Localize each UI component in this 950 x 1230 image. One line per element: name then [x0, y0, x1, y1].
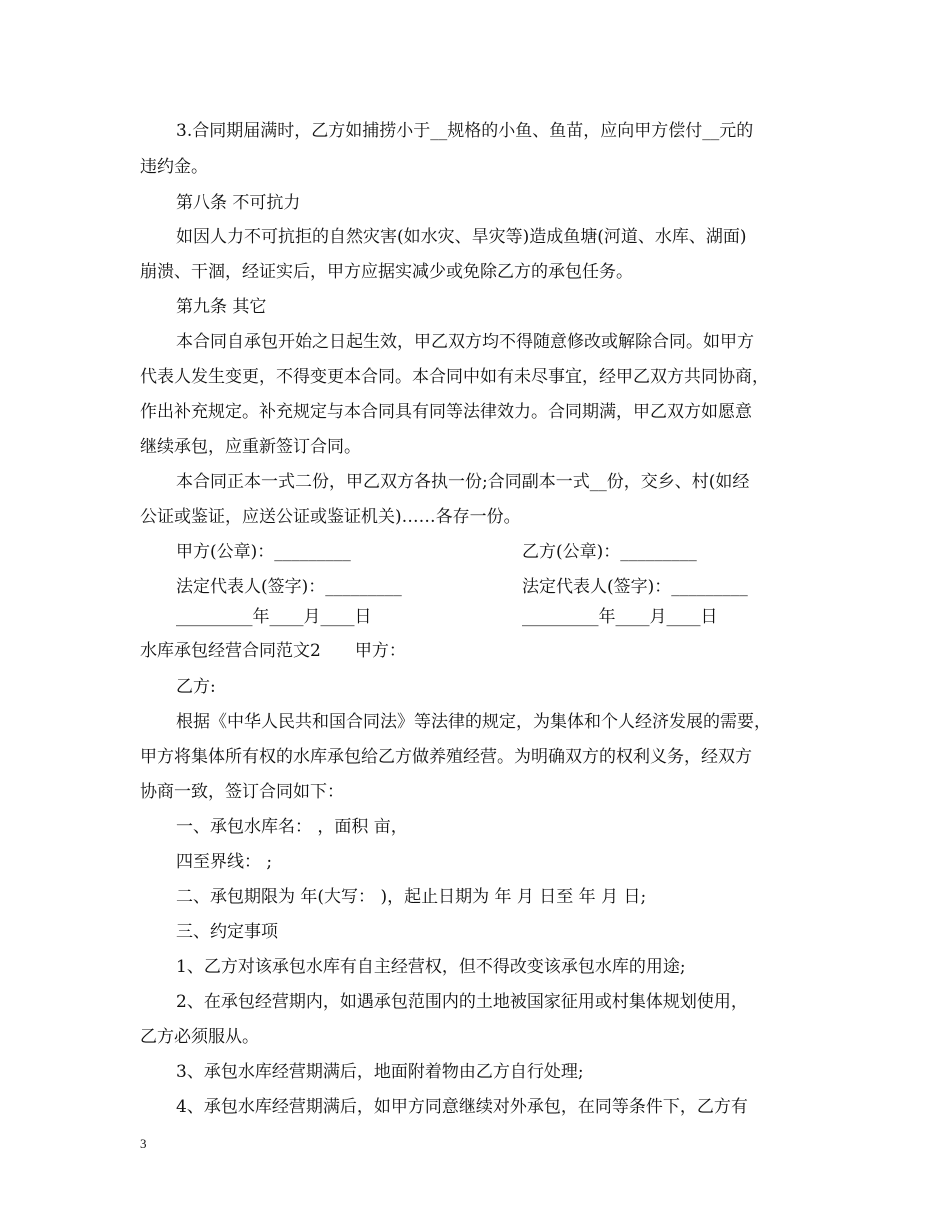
paragraph-line: 3.合同期届满时，乙方如捕捞小于__规格的小鱼、鱼苗，应向甲方偿付__元的 [176, 121, 754, 141]
party-b-date: _________年____月____日 [522, 607, 718, 627]
page-number: 3 [140, 1136, 147, 1151]
clause-line: 二、承包期限为 年(大写： )，起止日期为 年 月 日至 年 月 日; [176, 887, 647, 907]
party-a-seal: 甲方(公章)：_________ [176, 542, 351, 562]
paragraph-line: 崩溃、干涸，经证实后，甲方应据实减少或免除乙方的承包任务。 [140, 262, 633, 282]
contract-2-title: 水库承包经营合同范文2 甲方： [140, 641, 406, 661]
party-b-label: 乙方: [176, 677, 216, 697]
party-a-date: _________年____月____日 [176, 607, 372, 627]
paragraph-line: 本合同正本一式二份，甲乙双方各执一份;合同副本一式__份，交乡、村(如经 [176, 472, 750, 492]
article-9-title: 第九条 其它 [176, 297, 267, 317]
paragraph-line: 公证或鉴证，应送公证或鉴证机关)……各存一份。 [140, 507, 521, 527]
paragraph-line: 如因人力不可抗拒的自然灾害(如水灾、旱灾等)造成鱼塘(河道、水库、湖面) [176, 227, 747, 247]
article-8-title: 第八条 不可抗力 [176, 193, 301, 213]
party-a-representative: 法定代表人(签字)：_________ [176, 577, 402, 597]
paragraph-line: 违约金。 [140, 157, 208, 177]
party-b-representative: 法定代表人(签字)：_________ [522, 577, 748, 597]
clause-line: 四至界线： ; [176, 852, 273, 872]
paragraph-line: 根据《中华人民共和国合同法》等法律的规定，为集体和个人经济发展的需要， [176, 712, 771, 732]
paragraph-line: 甲方将集体所有权的水库承包给乙方做养殖经营。为明确双方的权利义务，经双方 [140, 747, 752, 767]
clause-line: 1、乙方对该承包水库有自主经营权，但不得改变该承包水库的用途; [176, 957, 686, 977]
clause-line: 乙方必须服从。 [140, 1027, 259, 1047]
paragraph-line: 继续承包，应重新签订合同。 [140, 437, 361, 457]
clause-line: 4、承包水库经营期满后，如甲方同意继续对外承包，在同等条件下，乙方有 [176, 1097, 748, 1117]
party-b-seal: 乙方(公章)：_________ [522, 542, 697, 562]
clause-line: 一、承包水库名： ，面积 亩， [176, 817, 408, 837]
paragraph-line: 作出补充规定。补充规定与本合同具有同等法律效力。合同期满，甲乙双方如愿意 [140, 402, 752, 422]
paragraph-line: 代表人发生变更，不得变更本合同。本合同中如有未尽事宜，经甲乙双方共同协商， [140, 367, 769, 387]
paragraph-line: 本合同自承包开始之日起生效，甲乙双方均不得随意修改或解除合同。如甲方 [176, 332, 754, 352]
paragraph-line: 协商一致，签订合同如下： [140, 782, 344, 802]
clause-line: 3、承包水库经营期满后，地面附着物由乙方自行处理; [176, 1062, 584, 1082]
clause-line: 三、约定事项 [176, 922, 278, 942]
clause-line: 2、在承包经营期内，如遇承包范围内的土地被国家征用或村集体规划使用， [176, 992, 748, 1012]
